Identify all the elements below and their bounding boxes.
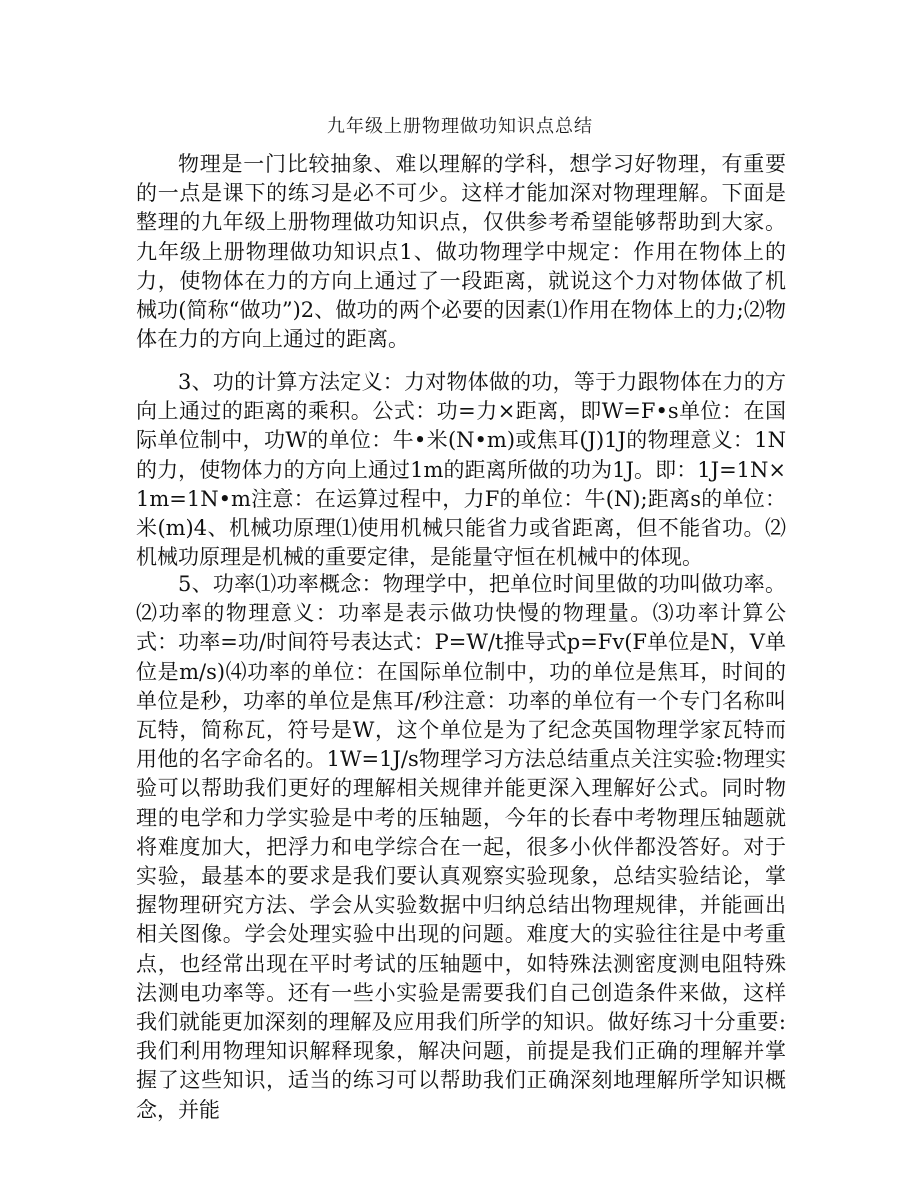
document-title: 九年级上册物理做功知识点总结 [327,116,593,137]
paragraph-intro: 物理是一门比较抽象、难以理解的学科，想学习好物理，有重要的一点是课下的练习是必不可少。这样才能加深对物理理解。下面是整理的九年级上册物理做功知识点，仅供参考希望能够帮助到大家。九年级上册物理做功知识点1、做功物理学中规定：作用在物体上的力，使物体在力的方向上通过了一段距离，就说这个力对物体做了机械功(简称“做功”)2、做功的两个必要的因素⑴作用在物体上的力;⑵物体在力的方向上通过的距离。 [136,152,786,352]
paragraph-power: 5、功率⑴功率概念：物理学中，把单位时间里做的功叫做功率。⑵功率的物理意义：功率是表示做功快慢的物理量。⑶功率计算公式：功率=功/时间符号表达式：P=W/t推导式p=Fv(F单位是N，V单位是m/s)⑷功率的单位：在国际单位制中，功的单位是焦耳，时间的单位是秒，功率的单位是焦耳/秒注意：功率的单位有一个专门名称叫瓦特，简称瓦，符号是W，这个单位是为了纪念英国物理学家瓦特而用他的名字命名的。1W=1J/s物理学习方法总结重点关注实验:物理实验可以帮助我们更好的理解相关规律并能更深入理解好公式。同时物理的电学和力学实验是中考的压轴题，今年的长春中考物理压轴题就将难度加大，把浮力和电学综合在一起，很多小伙伴都没答好。对于实验，最基本的要求是我们要认真观察实验现象，总结实验结论，掌握物理研究方法、学会从实验数据中归纳总结出物理规律，并能画出相关图像。学会处理实验中出现的问题。难度大的实验往往是中考重点，也经常出现在平时考试的压轴题中，如特殊法测密度测电阻特殊法测电功率等。还有一些小实验是需要我们自己创造条件来做，这样我们就能更加深刻的理解及应用我们所学的知识。做好练习十分重要:我们利用物理知识解释现象，解决问题，前提是我们正确的理解并掌握了这些知识，适当的练习可以帮助我们正确深刻地理解所学知识概念，并能 [136,572,786,1122]
paragraph-work-calculation: 3、功的计算方法定义：力对物体做的功，等于力跟物体在力的方向上通过的距离的乘积。公式：功=力×距离，即W=F•s单位：在国际单位制中，功W的单位：牛•米(N•m)或焦耳(J)1J的物理意义：1N的力，使物体力的方向上通过1m的距离所做的功为1J。即：1J=1N×1m=1N•m注意：在运算过程中，力F的单位：牛(N);距离s的单位：米(m)4、机械功原理⑴使用机械只能省力或省距离，但不能省功。⑵机械功原理是机械的重要定律，是能量守恒在机械中的体现。 [136,370,786,570]
